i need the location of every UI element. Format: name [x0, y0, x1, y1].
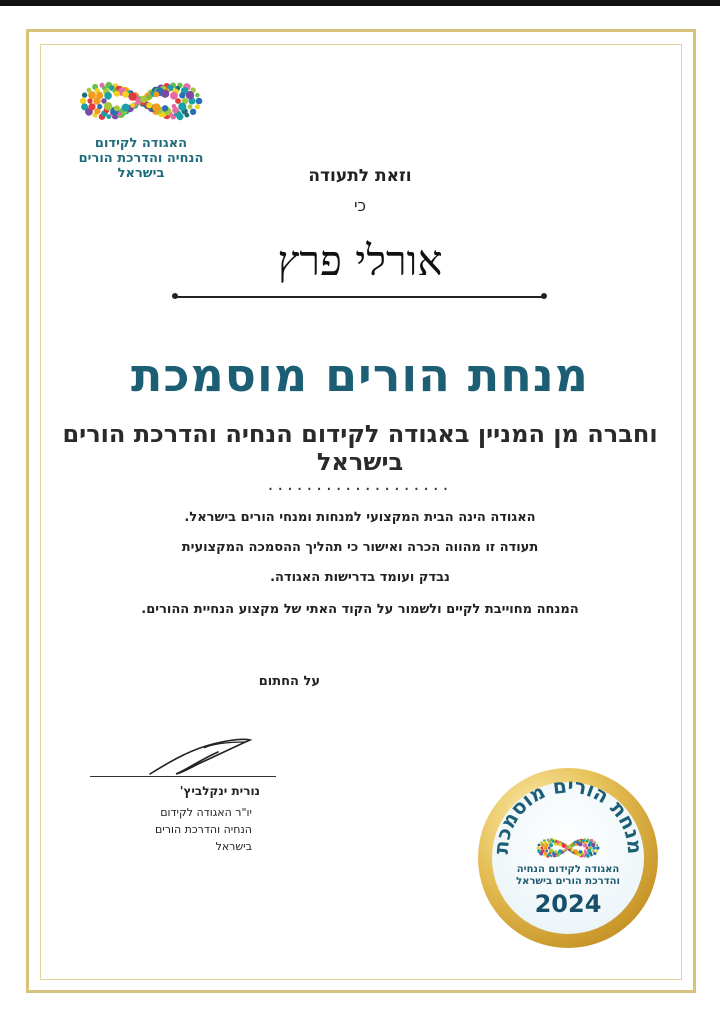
- signatory-role-line-1: יו"ר האגודה לקידום: [160, 806, 252, 819]
- seal-year: 2024: [534, 890, 602, 918]
- handwritten-signature: [146, 734, 256, 778]
- signatory-name: נורית ינקלביץ': [179, 784, 260, 798]
- dotted-separator: ...................: [267, 474, 453, 495]
- top-edge-band: [0, 0, 720, 6]
- signatory-role-line-2: הנחיה והדרכת הורים: [154, 823, 252, 836]
- logo-text-line-2: הנחיה והדרכת הורים: [78, 151, 204, 166]
- infinity-logo-icon: [71, 66, 211, 136]
- seal-subtitle-line-2: והדרכת הורים בישראל: [516, 876, 620, 887]
- signature-line: [90, 776, 276, 777]
- body-paragraph-4: המנחה מחוייבת לקיים ולשמור על הקוד האתי של מקצוע הנחיית ההורים.: [141, 602, 579, 617]
- certified-seal: [478, 768, 658, 948]
- logo-text-line-3: בישראל: [117, 166, 165, 181]
- name-underline: [176, 296, 544, 298]
- body-paragraph-2: תעודה זו מהווה הכרה ואישור כי תהליך ההסמכה המקצועית: [181, 540, 539, 555]
- underline-dot-right: [541, 293, 547, 299]
- seal-subtitle: [492, 864, 644, 888]
- seal-subtitle-line-1: האגודה לקידום הנחיה: [516, 864, 620, 875]
- seal-arc-text: מנחת הורים מוסמכת: [488, 773, 648, 856]
- seal-infinity-logo-icon: [530, 830, 606, 866]
- association-logo: [66, 66, 216, 181]
- body-paragraph-3: נבדק ועומד בדרישות האגודה.: [270, 570, 450, 585]
- signature-heading: על החתום: [258, 674, 320, 689]
- certificate-heading: וזאת לתעודה: [308, 166, 412, 186]
- signatory-role-line-3: בישראל: [215, 840, 252, 853]
- certificate-heading-ki: כי: [353, 196, 367, 215]
- certificate-title: מנחת הורים מוסמכת: [131, 348, 589, 402]
- body-paragraph-1: האגודה הינה הבית המקצועי למנחות ומנחי הורים בישראל.: [184, 510, 536, 525]
- recipient-name: אורלי פרץ: [277, 236, 443, 285]
- logo-text-line-1: האגודה לקידום: [94, 136, 188, 151]
- underline-dot-left: [172, 293, 178, 299]
- certificate-subtitle: וחברה מן המניין באגודה לקידום הנחיה והדרכת הורים בישראל: [62, 420, 658, 476]
